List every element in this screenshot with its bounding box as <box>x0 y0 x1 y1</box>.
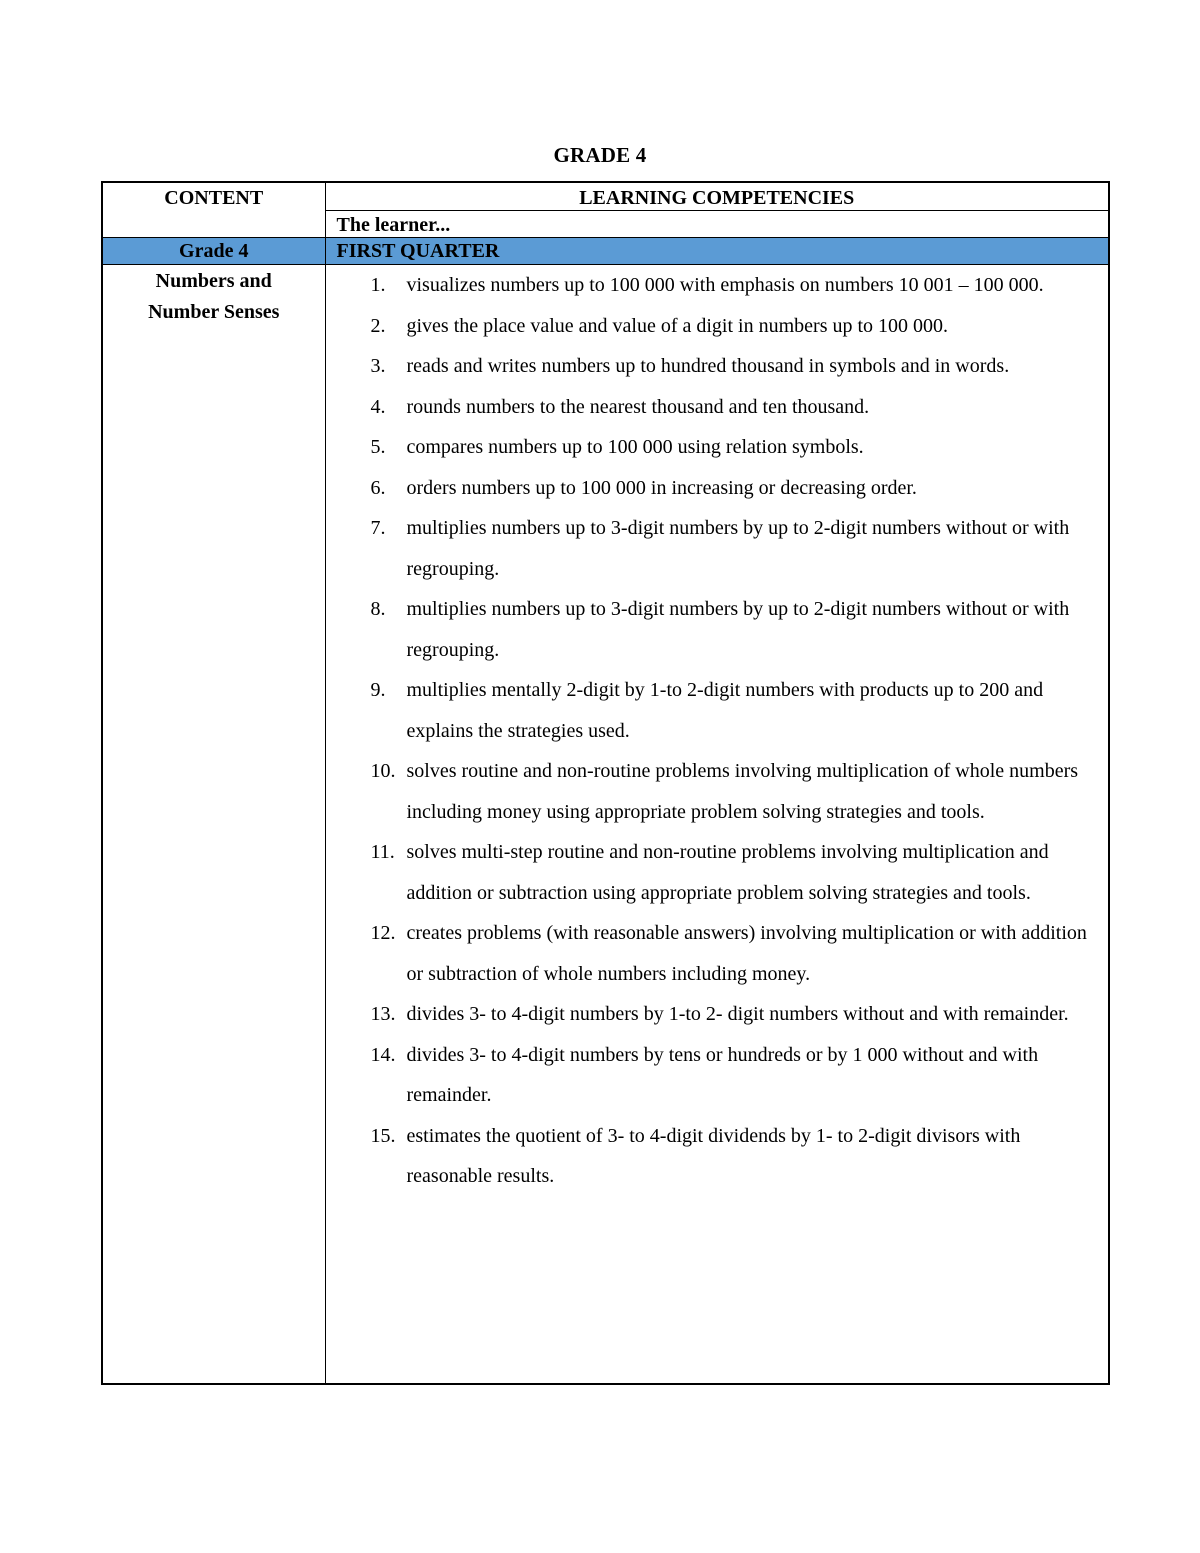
competency-text: rounds numbers to the nearest thousand and ten thousand. <box>406 395 870 418</box>
competency-table <box>101 181 1110 1385</box>
competency-text: multiplies numbers up to 3-digit numbers by up to 2-digit numbers without or with regrouping. <box>406 598 1070 661</box>
competency-number: 2. <box>370 314 386 337</box>
header-content-cell <box>102 182 325 238</box>
competency-item <box>326 670 1109 751</box>
competency-text: multiplies numbers up to 3-digit numbers by up to 2-digit numbers without or with regrouping. <box>406 517 1070 580</box>
quarter-label-cell <box>325 238 1109 265</box>
competency-item <box>326 1035 1109 1116</box>
competency-item <box>326 832 1109 913</box>
competency-text: solves routine and non-routine problems involving multiplication of whole numbers including money using appropriate problem solving strategies and tools. <box>406 760 1079 823</box>
quarter-grade-cell <box>102 238 325 265</box>
topic-line-1: Numbers and <box>155 270 272 292</box>
competency-number: 9. <box>370 679 386 701</box>
competency-number: 6. <box>370 476 386 499</box>
competency-item <box>326 994 1109 1035</box>
competency-item <box>326 387 1109 428</box>
quarter-label: FIRST QUARTER <box>336 240 500 262</box>
learner-intro-cell <box>325 211 1109 238</box>
competency-item <box>326 913 1109 994</box>
competency-item <box>326 306 1109 347</box>
competency-text: gives the place value and value of a digit in numbers up to 100 000. <box>406 314 949 337</box>
competencies-cell <box>325 265 1109 1385</box>
competency-item <box>326 1116 1109 1197</box>
competency-text: reads and writes numbers up to hundred thousand in symbols and in words. <box>406 355 1010 377</box>
competency-item <box>326 427 1109 468</box>
competency-number: 10. <box>370 760 396 782</box>
competency-number: 11. <box>370 841 395 863</box>
competency-item <box>326 508 1109 589</box>
page-title: GRADE 4 <box>553 143 647 167</box>
competency-number: 5. <box>370 436 386 458</box>
competency-text: orders numbers up to 100 000 in increasing or decreasing order. <box>406 476 917 499</box>
content-row <box>102 265 1109 1385</box>
competency-item <box>326 265 1109 306</box>
competency-number: 8. <box>370 598 386 620</box>
competency-text: compares numbers up to 100 000 using relation symbols. <box>406 436 864 458</box>
quarter-grade: Grade 4 <box>179 240 249 262</box>
competency-item <box>326 468 1109 509</box>
header-row <box>102 182 1109 211</box>
competency-text: creates problems (with reasonable answers) involving multiplication or with addition or subtraction of whole numbers including money. <box>406 922 1087 985</box>
competency-text: multiplies mentally 2-digit by 1-to 2-digit numbers with products up to 200 and explains the strategies used. <box>406 679 1044 742</box>
competency-text: divides 3- to 4-digit numbers by tens or hundreds or by 1 000 without and with remainder. <box>406 1043 1039 1106</box>
competency-text: estimates the quotient of 3- to 4-digit dividends by 1- to 2-digit divisors with reasonable results. <box>406 1124 1021 1187</box>
competency-number: 4. <box>370 395 386 418</box>
competency-number: 3. <box>370 355 386 377</box>
competency-item <box>326 346 1109 387</box>
competency-number: 7. <box>370 517 386 539</box>
competency-item <box>326 589 1109 670</box>
competency-item <box>326 751 1109 832</box>
competency-text: divides 3- to 4-digit numbers by 1-to 2- digit numbers without and with remainder. <box>406 1003 1069 1025</box>
header-competencies-cell <box>325 182 1109 211</box>
competency-number: 15. <box>370 1124 396 1147</box>
competency-text: visualizes numbers up to 100 000 with emphasis on numbers 10 001 – 100 000. <box>406 274 1044 296</box>
competency-list <box>326 265 1109 1197</box>
competency-number: 12. <box>370 922 396 944</box>
header-competencies: LEARNING COMPETENCIES <box>579 187 855 209</box>
topic-line-2: Number Senses <box>148 301 280 323</box>
competency-text: solves multi-step routine and non-routine problems involving multiplication and addition or subtraction using appropriate problem solving strategies and tools. <box>406 841 1049 904</box>
topic-cell <box>102 265 325 1385</box>
learner-intro: The learner... <box>336 214 451 236</box>
quarter-row <box>102 238 1109 265</box>
competency-number: 14. <box>370 1043 396 1066</box>
competency-number: 13. <box>370 1003 396 1025</box>
header-content: CONTENT <box>164 187 264 209</box>
competency-number: 1. <box>370 274 386 296</box>
